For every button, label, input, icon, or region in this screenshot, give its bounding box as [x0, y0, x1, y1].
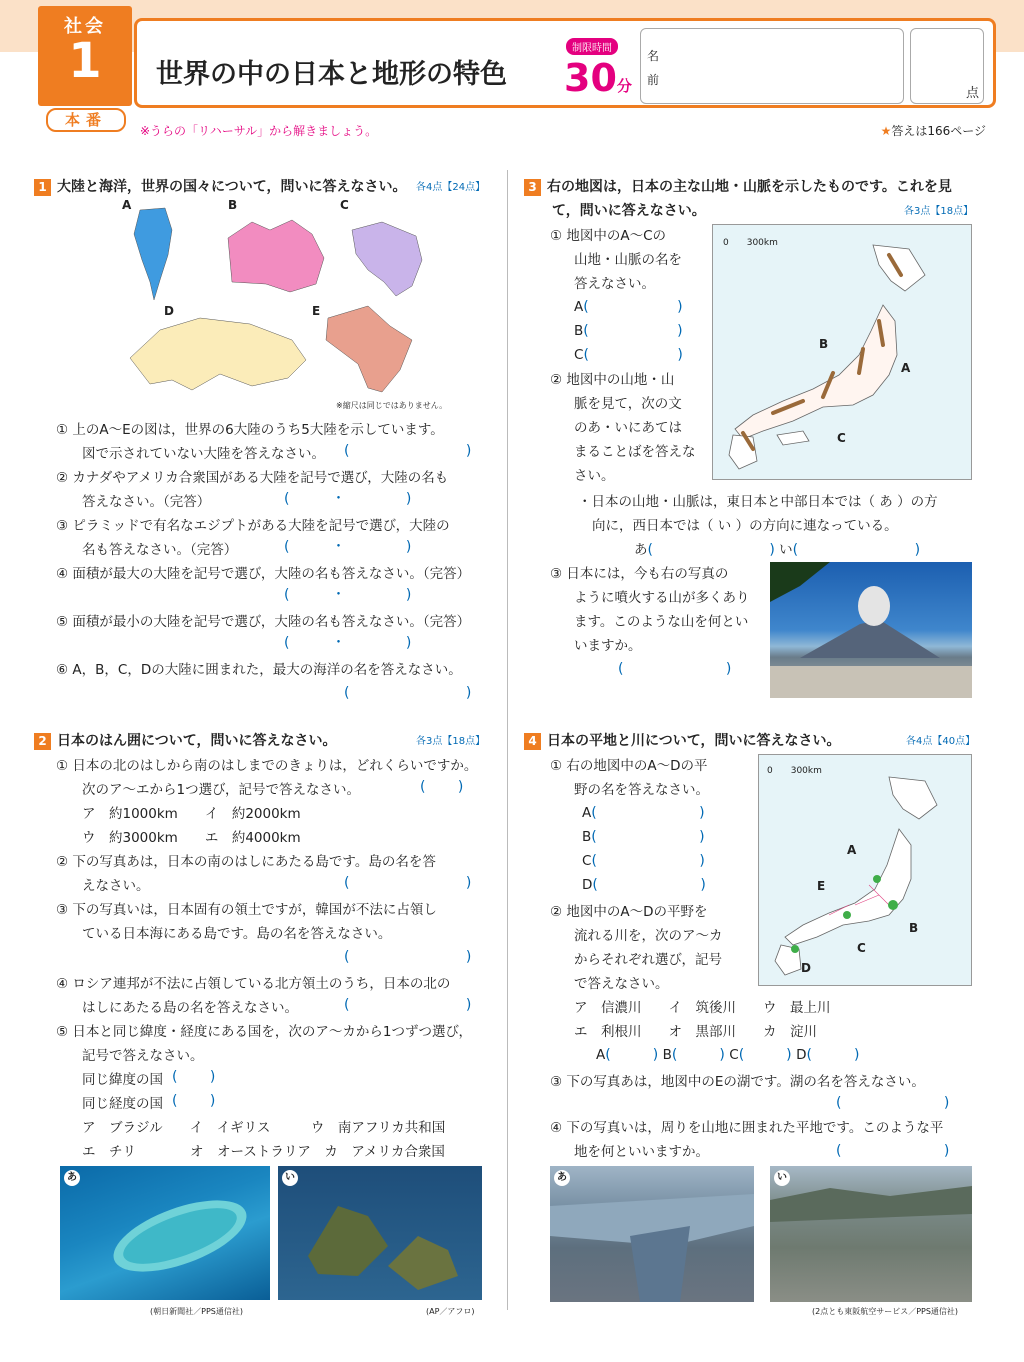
- q3-line: 山地・山脈の名を: [574, 252, 682, 268]
- mountain-label-b: B: [819, 337, 829, 351]
- q2-points: 各3点【18点】: [416, 736, 486, 747]
- plain-label-b: B: [909, 921, 919, 935]
- q3-line: ます。このような山を何とい: [574, 614, 749, 630]
- q3-heading-text: 右の地図は，日本の主な山地・山脈を示したものです。これを見: [547, 179, 952, 195]
- q3-line: さい。: [574, 468, 615, 484]
- q4-answer-row-b[interactable]: B( ): [582, 829, 705, 845]
- q3-line: ② 地図中の山地・山: [550, 372, 675, 388]
- q4-line: で答えなさい。: [574, 976, 669, 992]
- photo-credit: (2点とも東阪航空サービス／PPS通信社): [812, 1307, 959, 1316]
- answer-blank[interactable]: ( ・ ): [284, 539, 412, 555]
- answer-blank[interactable]: ( ): [836, 1143, 950, 1159]
- q2-line: 記号で答えなさい。: [82, 1048, 204, 1064]
- map-label-a: A: [122, 198, 132, 212]
- answer-blank[interactable]: ( ): [172, 1069, 216, 1085]
- q1-number: 1: [34, 179, 51, 196]
- answer-label: A: [574, 299, 584, 315]
- photo-credit: (AP／アフロ): [426, 1307, 475, 1316]
- q1-line: ⑤ 面積が最小の大陸を記号で選び，大陸の名も答えなさい。（完答）: [56, 614, 471, 630]
- q4-line: エ 利根川 オ 黒部川 カ 淀川: [574, 1024, 817, 1040]
- answer-blank[interactable]: ( ): [344, 685, 472, 701]
- q2-line: ア ブラジル イ イギリス ウ 南アフリカ共和国: [82, 1120, 446, 1136]
- photo-tag-a: あ: [64, 1170, 80, 1186]
- plain-label-c: C: [857, 941, 866, 955]
- q2-line: ⑤ 日本と同じ緯度・経度にある国を，次のア～カから1つずつ選び，: [56, 1024, 472, 1040]
- answer-label: あ: [634, 542, 648, 558]
- lake-city-image: [550, 1166, 754, 1302]
- map-label-e: E: [312, 304, 321, 318]
- q2-line: ① 日本の北のはしから南のはしまでのきょりは，どれくらいですか。: [56, 758, 478, 774]
- column-divider: [507, 170, 508, 1310]
- answer-blank[interactable]: ( ・ ): [284, 587, 412, 603]
- q1-line: 答えなさい。（完答）: [82, 494, 211, 510]
- q2-heading: [34, 730, 336, 750]
- map-label-b: B: [228, 198, 238, 212]
- photo-tag-i: い: [774, 1170, 790, 1186]
- page-title: 世界の中の日本と地形の特色: [156, 59, 507, 90]
- answer-label: い: [779, 542, 793, 558]
- q4-line: ① 右の地図中のA～Dの平: [550, 758, 708, 774]
- q1-line: ① 上のA～Eの図は，世界の6大陸のうち5大陸を示しています。: [56, 422, 444, 438]
- q1-heading: [34, 176, 406, 196]
- q2-number: 2: [34, 733, 51, 750]
- q4-answer-row-d[interactable]: D( ): [582, 877, 706, 893]
- answer-blank[interactable]: ( ・ ): [284, 491, 412, 507]
- mountain-label-c: C: [837, 431, 846, 445]
- q1-line: 図で示されていない大陸を答えなさい。: [82, 446, 325, 462]
- q1-line: ⑥ A，B，C，Dの大陸に囲まれた，最大の海洋の名を答えなさい。: [56, 662, 462, 678]
- q2-line: ウ 約3000km エ 約4000km: [82, 830, 301, 846]
- q4-heading: [524, 730, 840, 750]
- q3-number: 3: [524, 179, 541, 196]
- north-america-shape: [352, 222, 422, 296]
- q4-line: 流れる川を，次のア～カ: [574, 928, 723, 944]
- unit-number: 1: [68, 33, 102, 89]
- q1-line: ② カナダやアメリカ合衆国がある大陸を記号で選び，大陸の名も: [56, 470, 449, 486]
- map-label-d: D: [164, 304, 174, 318]
- map-label-c: C: [340, 198, 349, 212]
- basin-image: [770, 1166, 972, 1302]
- south-america-shape: [134, 208, 172, 300]
- name-label-2: 前: [647, 73, 660, 87]
- stage-tag: 本番: [46, 108, 126, 132]
- q3-line: ① 地図中のA～Cの: [550, 228, 667, 244]
- answer-blank[interactable]: ( ): [618, 661, 732, 677]
- scale-note: ※縮尺は同じではありません。: [336, 401, 448, 410]
- q4-line: ア 信濃川 イ 筑後川 ウ 最上川: [574, 1000, 831, 1016]
- q2-line: ④ ロシア連邦が不法に占領している北方領土のうち，日本の北の: [56, 976, 451, 992]
- photo-tag-a: あ: [554, 1170, 570, 1186]
- photo-a-lake: [550, 1166, 754, 1302]
- answer-page-text: 答えは166ページ: [891, 124, 986, 138]
- q1-line: ③ ピラミッドで有名なエジプトがある大陸を記号で選び，大陸の: [56, 518, 450, 534]
- q1-line: ④ 面積が最大の大陸を記号で選び，大陸の名も答えなさい。（完答）: [56, 566, 471, 582]
- q3-heading-2: て，問いに答えなさい。: [552, 203, 706, 219]
- map-scale: 0 300km: [767, 766, 822, 776]
- answer-blank[interactable]: ( ): [172, 1093, 216, 1109]
- q2-line: はしにあたる島の名を答えなさい。: [82, 1000, 298, 1016]
- answer-label: B: [574, 323, 584, 339]
- q4-line: ③ 下の写真あは，地図中のEの湖です。湖の名を答えなさい。: [550, 1074, 925, 1090]
- photo-i-island: [278, 1166, 482, 1300]
- q3-line: ・日本の山地・山脈は，東日本と中部日本では（ あ ）の方: [578, 494, 938, 510]
- answer-label: C: [574, 347, 584, 363]
- answer-blank[interactable]: ( ): [344, 949, 472, 965]
- q2-line: 次のア～エから1つ選び，記号で答えなさい。: [82, 782, 361, 798]
- time-limit: [564, 58, 632, 106]
- q1-heading-text: 大陸と海洋，世界の国々について，問いに答えなさい。: [57, 179, 407, 195]
- rock-islands-image: [278, 1166, 482, 1300]
- rehearsal-note: ※うらの「リハーサル」から解きましょう。: [140, 124, 378, 138]
- q4-line: 野の名を答えなさい。: [574, 782, 709, 798]
- photo-i-basin: [770, 1166, 972, 1302]
- q3-line: 答えなさい。: [574, 276, 655, 292]
- africa-shape: [326, 306, 412, 392]
- q3-points: 各3点【18点】: [904, 206, 974, 217]
- q3-line: ③ 日本には，今も右の写真の: [550, 566, 729, 582]
- q3-line: 脈を見て，次の文: [574, 396, 682, 412]
- answer-label: D: [796, 1047, 807, 1063]
- q2-line: 同じ経度の国: [82, 1096, 163, 1112]
- photo-credit: (朝日新聞社／PPS通信社): [150, 1307, 243, 1316]
- photo-tag-i: い: [282, 1170, 298, 1186]
- q3-heading: [524, 176, 952, 196]
- japan-mountain-map: [712, 224, 972, 480]
- score-field[interactable]: [910, 28, 984, 104]
- q4-line: ② 地図中のA～Dの平野を: [550, 904, 708, 920]
- q4-answer-row-rivers[interactable]: A( ) B( ) C( ) D( ): [596, 1047, 860, 1063]
- answer-label: A: [596, 1047, 606, 1063]
- q3-line: まることばを答えな: [574, 444, 696, 460]
- continent-shapes: [120, 200, 440, 400]
- q3-answer-row-b[interactable]: B( ): [574, 323, 683, 339]
- q4-points: 各4点【40点】: [906, 736, 976, 747]
- subject-label: 社会: [64, 16, 106, 37]
- q3-answer-row-a[interactable]: A( ): [574, 299, 683, 315]
- q4-answer-row-c[interactable]: C( ): [582, 853, 705, 869]
- time-limit-label: 制限時間: [566, 38, 618, 55]
- star-icon: ★: [880, 124, 892, 138]
- answer-blank[interactable]: ( ): [344, 875, 472, 891]
- answer-label: A: [582, 805, 592, 821]
- q2-line: ③ 下の写真いは，日本固有の領土ですが，韓国が不法に占領し: [56, 902, 437, 918]
- time-unit: 分: [616, 77, 632, 95]
- answer-blank[interactable]: ( ): [344, 997, 472, 1013]
- q1-line: 名も答えなさい。（完答）: [82, 542, 238, 558]
- q3-line: 向に，西日本では（ い ）の方向に連なっている。: [592, 518, 898, 534]
- photo-volcano: [770, 562, 972, 698]
- q2-line: 同じ緯度の国: [82, 1072, 163, 1088]
- eurasia-shape: [130, 318, 306, 390]
- subject-tab: [38, 6, 132, 106]
- photo-a-island: [60, 1166, 270, 1300]
- q3-line: いますか。: [574, 638, 642, 654]
- answer-blank[interactable]: ( ): [420, 779, 464, 795]
- q2-heading-text: 日本のはん囲について，問いに答えなさい。: [57, 733, 337, 749]
- mountain-label-a: A: [901, 361, 911, 375]
- q2-line: ア 約1000km イ 約2000km: [82, 806, 301, 822]
- japan-plains-map: [758, 754, 972, 986]
- q4-answer-row-a[interactable]: A( ): [582, 805, 705, 821]
- q2-line: えなさい。: [82, 878, 150, 894]
- q2-line: ② 下の写真あは，日本の南のはしにあたる島です。島の名を答: [56, 854, 436, 870]
- time-value: 30: [564, 56, 617, 100]
- score-label: 点: [965, 86, 979, 101]
- q2-line: ている日本海にある島です。島の名を答えなさい。: [82, 926, 392, 942]
- q4-line: 地を何といいますか。: [574, 1144, 709, 1160]
- reef-image: [60, 1166, 270, 1300]
- q4-line: からそれぞれ選び，記号: [574, 952, 722, 968]
- q3-line: のあ・いにあては: [574, 420, 682, 436]
- answer-label: C: [729, 1047, 739, 1063]
- volcano-image: [770, 562, 972, 698]
- q2-line: エ チリ オ オーストラリア カ アメリカ合衆国: [82, 1144, 445, 1160]
- q3-answer-row-sub[interactable]: あ( ) い( ): [634, 542, 921, 558]
- plain-label-a: A: [847, 843, 857, 857]
- answer-blank[interactable]: ( ): [344, 443, 472, 459]
- q4-number: 4: [524, 733, 541, 750]
- answer-label: B: [662, 1047, 672, 1063]
- answer-label: D: [582, 877, 593, 893]
- answer-blank[interactable]: ( ・ ): [284, 635, 412, 651]
- answer-page-note: [881, 122, 986, 139]
- answer-blank[interactable]: ( ): [836, 1095, 950, 1111]
- answer-label: C: [582, 853, 592, 869]
- australia-shape: [228, 220, 324, 292]
- map-scale: 0 300km: [723, 238, 778, 248]
- answer-label: B: [582, 829, 592, 845]
- q1-points: 各4点【24点】: [416, 182, 486, 193]
- name-label-1: 名: [647, 49, 660, 63]
- name-field[interactable]: [640, 28, 904, 104]
- plain-label-e: E: [817, 879, 826, 893]
- q4-line: ④ 下の写真いは，周りを山地に囲まれた平地です。このような平: [550, 1120, 944, 1136]
- q3-answer-row-c[interactable]: C( ): [574, 347, 683, 363]
- q4-heading-text: 日本の平地と川について，問いに答えなさい。: [547, 733, 841, 749]
- q3-line: ように噴火する山が多くあり: [574, 590, 750, 606]
- plain-label-d: D: [801, 961, 811, 975]
